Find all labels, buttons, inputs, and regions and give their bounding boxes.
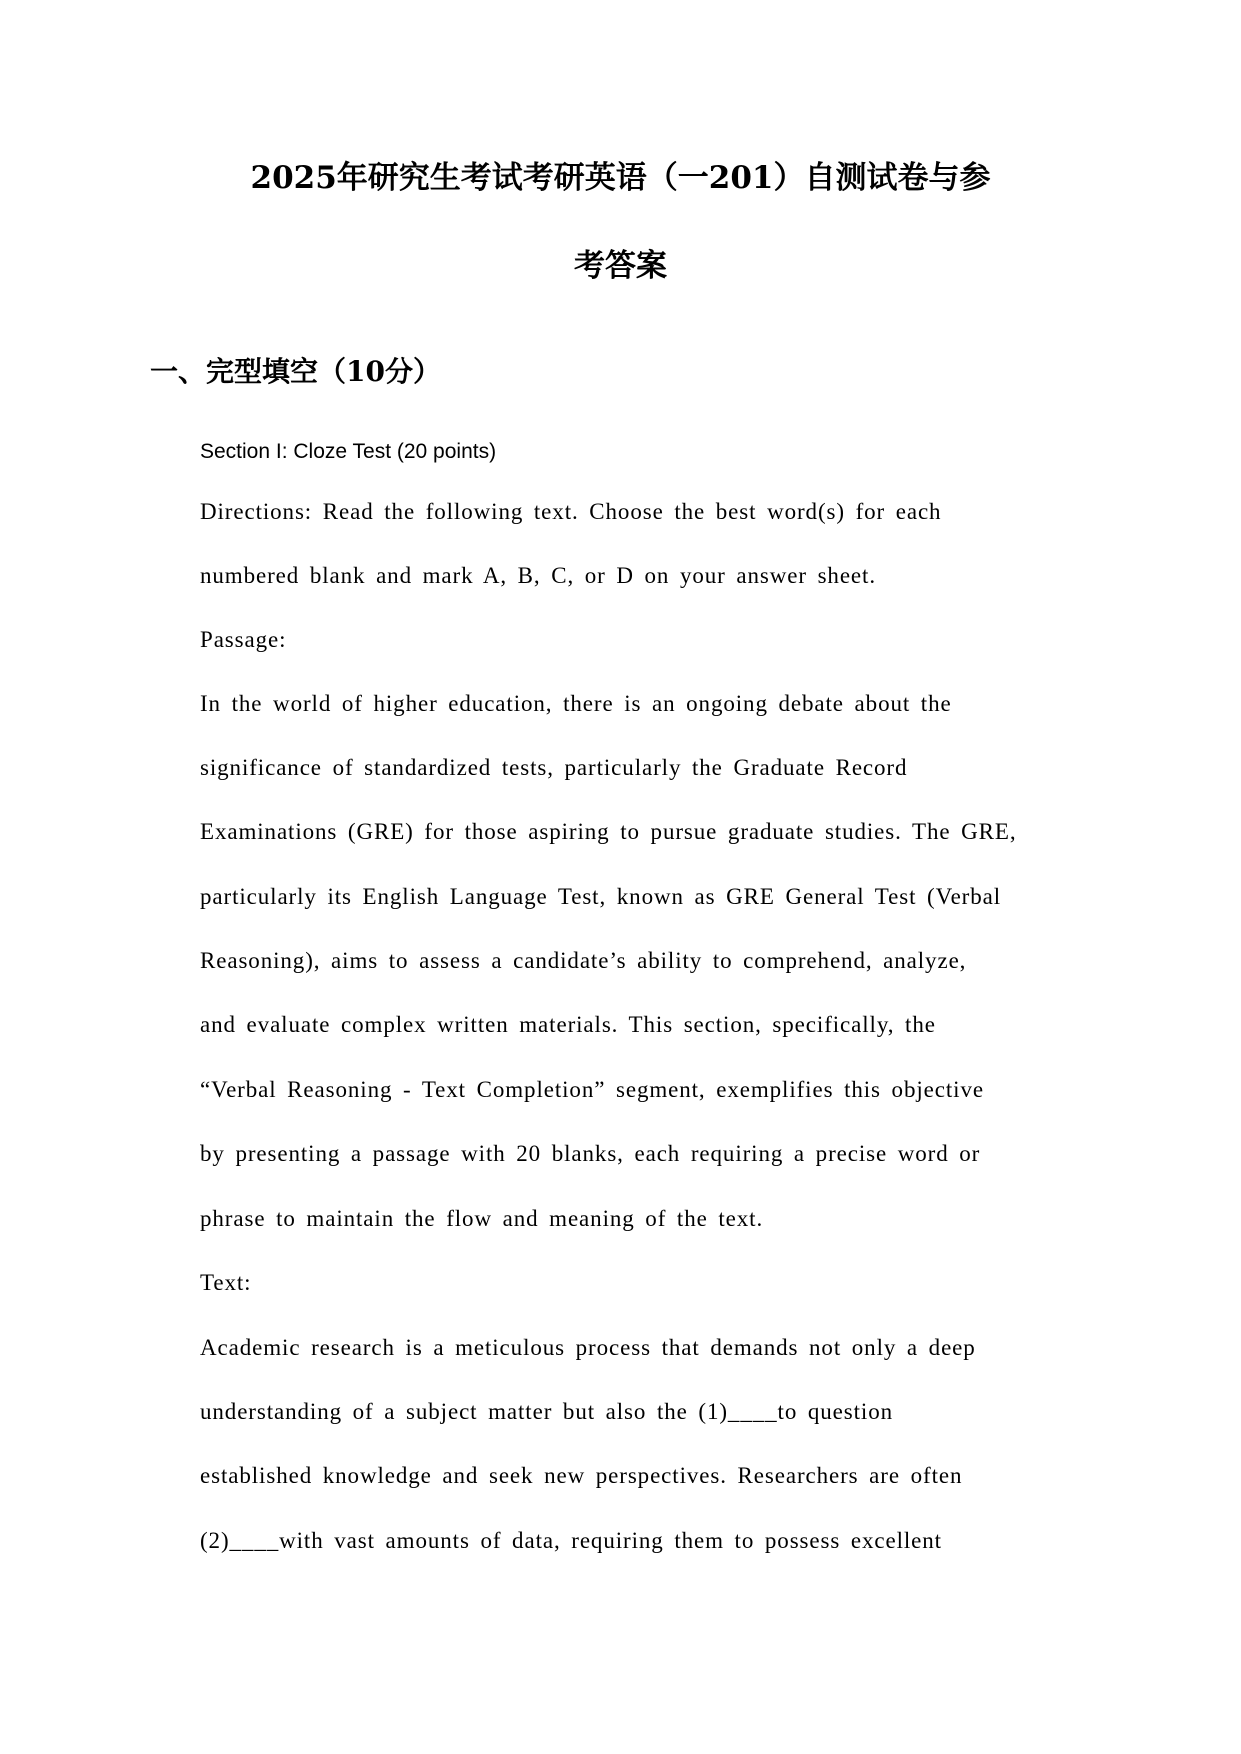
passage-line-8: by presenting a passage with 20 blanks, each requiring a precise word or [200, 1141, 981, 1166]
passage-line-9: phrase to maintain the flow and meaning of the text. [200, 1206, 764, 1231]
document-title-line-2: 考答案 [574, 248, 667, 284]
text-line-1: Academic research is a meticulous process that demands not only a deep [200, 1335, 976, 1360]
passage-line-4: particularly its English Language Test, known as GRE General Test (Verbal [200, 884, 1002, 909]
passage-line-2: significance of standardized tests, particularly the Graduate Record [200, 755, 908, 780]
passage-line-1: In the world of higher education, there is an ongoing debate about the [200, 691, 952, 716]
text-line-4: (2)____with vast amounts of data, requiring them to possess excellent [200, 1528, 942, 1553]
text-line-2: understanding of a subject matter but also the (1)____to question [200, 1399, 894, 1424]
text-line-3: established knowledge and seek new perspectives. Researchers are often [200, 1463, 963, 1488]
directions-line-1: Directions: Read the following text. Choose the best word(s) for each [200, 499, 942, 524]
document-title-line-1: 2025年研究生考试考研英语（一201）自测试卷与参 [250, 160, 991, 196]
text-label: Text: [200, 1270, 252, 1295]
section-heading: 一、完型填空（10分） [150, 355, 441, 388]
passage-label: Passage: [200, 627, 287, 652]
passage-line-5: Reasoning), aims to assess a candidate’s ability to comprehend, analyze, [200, 948, 967, 973]
passage-line-7: “Verbal Reasoning - Text Completion” segment, exemplifies this objective [200, 1077, 984, 1102]
passage-line-6: and evaluate complex written materials. This section, specifically, the [200, 1012, 936, 1037]
directions-line-2: numbered blank and mark A, B, C, or D on your answer sheet. [200, 563, 876, 588]
passage-line-3: Examinations (GRE) for those aspiring to pursue graduate studies. The GRE, [200, 819, 1017, 844]
section-subtitle: Section I: Cloze Test (20 points) [200, 440, 497, 463]
